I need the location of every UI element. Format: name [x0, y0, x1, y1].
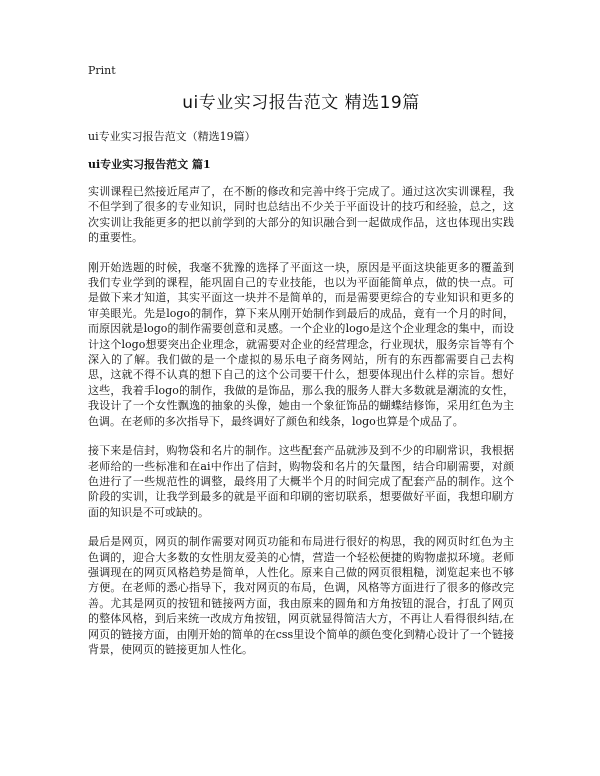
- page-title: ui专业实习报告范文 精选19篇: [182, 93, 420, 113]
- paragraph-4: 最后是网页，网页的制作需要对网页功能和布局进行很好的构思，我的网页时红色为主色调的，迎合大多数的女性朋友爱美的心情，营造一个轻松便捷的购物虚拟环境。老师强调现在的网页风格趋势是简单，人性化。原来自己做的网页很粗糙，浏览起来也不够方便。在老师的悉心指导下，我对网页的布局，色调，风格等方面进行了很多的修改完善。尤其是网页的按钮和链接两方面，我由原来的圆角和方角按钮的混合，打乱了网页的整体风格，到后来统一改成方角按钮，网页就显得简洁大方，不再让人看得很纠结,在网页的链接方面，由刚开始的简单的在css里设个简单的颜色变化到精心设计了一个链接背景，使网页的链接更加人性化。: [88, 535, 514, 656]
- paragraph-1: 实训课程已然接近尾声了，在不断的修改和完善中终于完成了。通过这次实训课程，我不但学到了很多的专业知识，同时也总结出不少关于平面设计的技巧和经验，总之，这次实训让我能更多的把以前学到的大部分的知识融合到一起做成作品，这也体现出实践的重要性。: [88, 185, 514, 245]
- document-subtitle: ui专业实习报告范文（精选19篇）: [88, 130, 256, 143]
- document-page: [88, 64, 514, 671]
- paragraph-3: 接下来是信封，购物袋和名片的制作。这些配套产品就涉及到不少的印刷常识，我根据老师给的一些标准和在ai中作出了信封，购物袋和名片的矢量图，结合印刷需要，对颜色进行了一些规范性的调整，最终用了大概半个月的时间完成了配套产品的制作。这个阶段的实训，让我学到最多的就是平面和印刷的密切联系，想要做好平面，我想印刷方面的知识是不可或缺的。: [88, 444, 514, 519]
- paragraph-2: 刚开始选题的时候，我毫不犹豫的选择了平面这一块，原因是平面这块能更多的覆盖到我们专业学到的课程，能巩固自己的专业技能，也以为平面能简单点，做的快一点。可是做下来才知道，其实平面这一块并不是简单的，而是需要更综合的专业知识和更多的审美眼光。先是logo的制作，算下来从刚开始制作到最后的成品，竟有一个月的时间，而原因就是logo的制作需要创意和灵感。一个企业的logo是这个企业理念的集中，而设计这个logo想要突出企业理念，就需要对企业的经营理念，行业现状，服务宗旨等有个深入的了解。我们做的是一个虚拟的易乐电子商务网站，所有的东西都需要自己去构思，这就不得不认真的想下自己的这个公司要干什么，想要体现出什么样的宗旨。想好这些，我着手logo的制作，我做的是饰品，那么我的服务人群大多数就是潮流的女性，我设计了一个女性飘逸的抽象的头像，她由一个象征饰品的蝴蝶结修饰，采用红色为主色调。在老师的多次指导下，最终调好了颜色和线条，logo也算是个成品了。: [88, 260, 514, 428]
- print-link[interactable]: Print: [88, 64, 116, 77]
- section-heading: ui专业实习报告范文 篇1: [88, 158, 211, 171]
